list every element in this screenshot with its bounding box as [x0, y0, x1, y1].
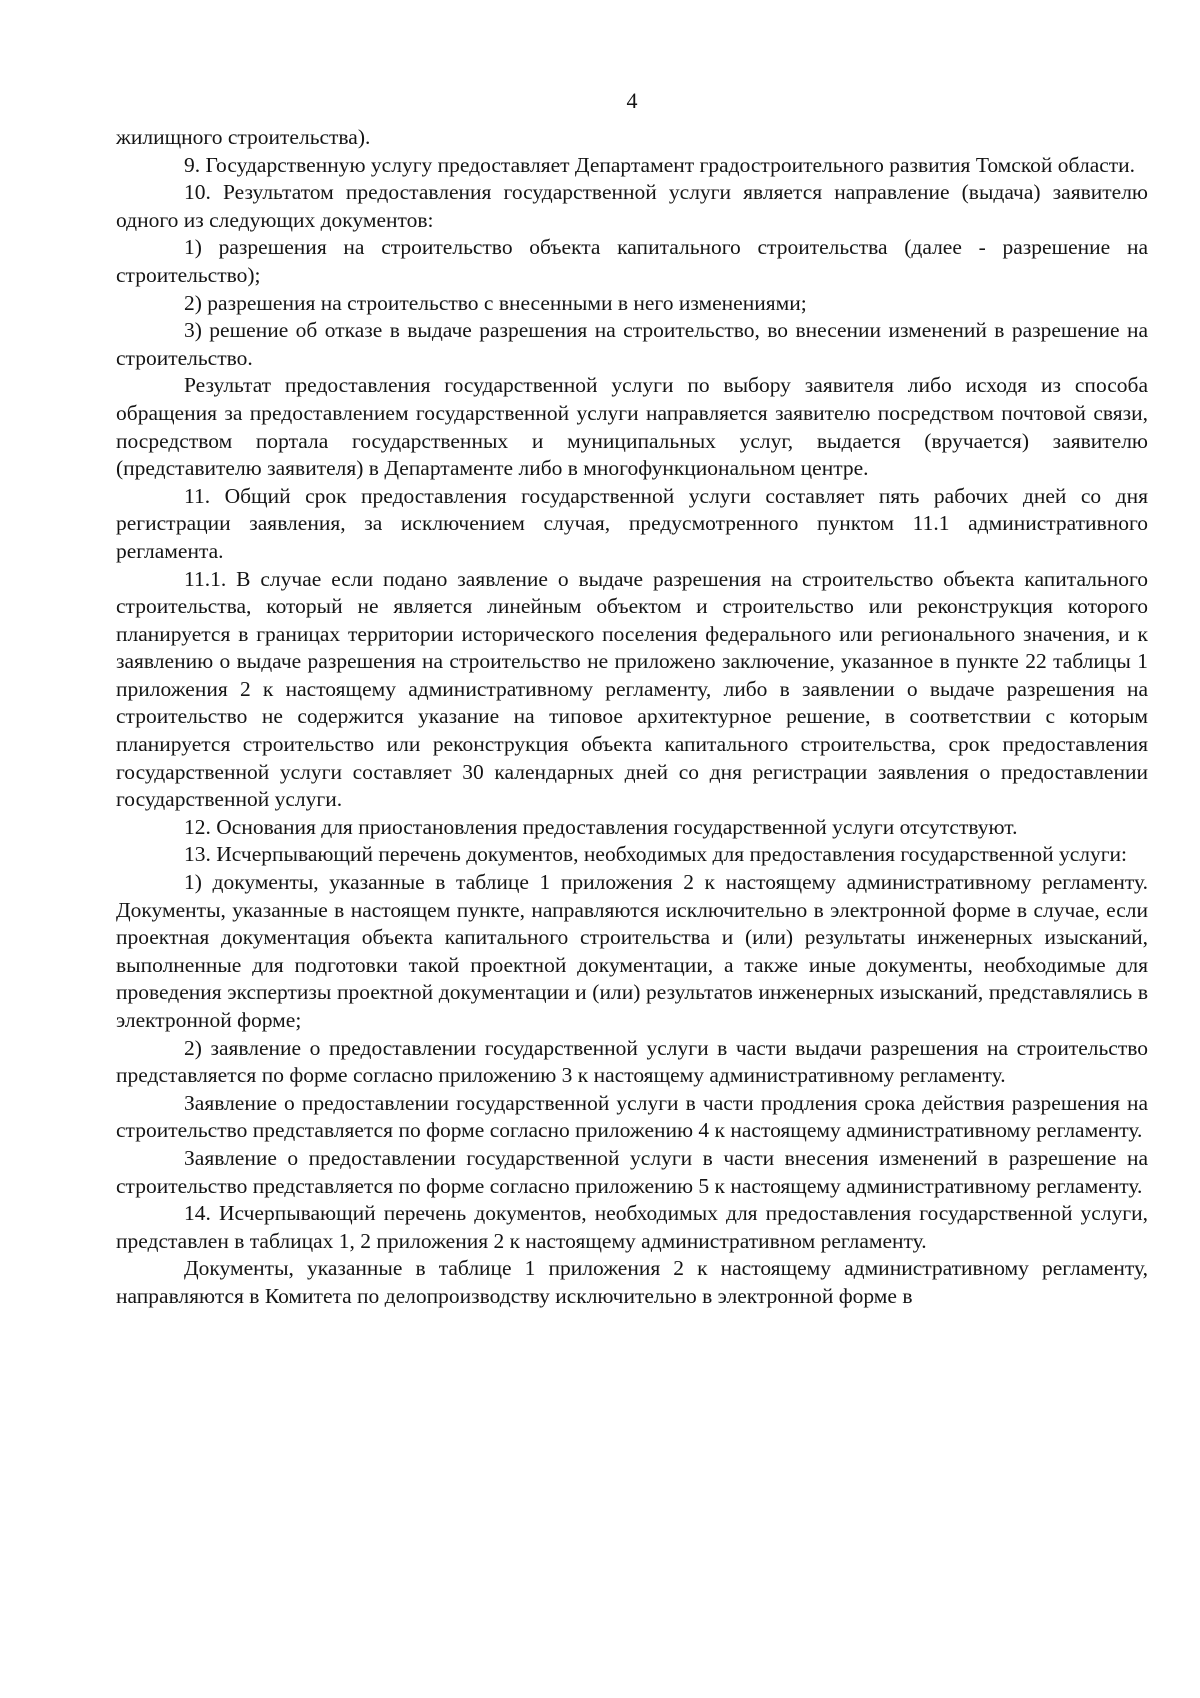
paragraph-item-11-1: 11.1. В случае если подано заявление о выдаче разрешения на строительство объекта капитального строительства, который не является линейным объектом и строительство или реконструкция которого планируется в границах территории исторического поселения федерального или регионального значения, и к заявлению о выдаче разрешения на строительство не приложено заключение, указанное в пункте 22 таблицы 1 приложения 2 к настоящему административному регламенту, либо в заявлении о выдаче разрешения на строительство не содержится указание на типовое архитектурное решение, в соответствии с которым планируется строительство или реконструкция объекта капитального строительства, срок предоставления государственной услуги составляет 30 календарных дней со дня регистрации заявления о предоставлении государственной услуги.: [116, 566, 1148, 812]
page-number: 4: [626, 88, 638, 113]
paragraph-item-14: 14. Исчерпывающий перечень документов, необходимых для предоставления государственной услуги, представлен в таблицах 1, 2 приложения 2 к настоящему административном регламенту.: [116, 1201, 1148, 1253]
paragraph-item-12: 12. Основания для приостановления предоставления государственной услуги отсутствуют.: [184, 814, 1018, 839]
paragraph-item-9: 9. Государственную услугу предоставляет Департамент градостроительного развития Томской области.: [184, 152, 1136, 177]
paragraph-electronic-documents: Документы, указанные в таблице 1 приложения 2 к настоящему административному регламенту, направляются в Комитета по делопроизводству исключительно в электронной форме в: [116, 1256, 1148, 1308]
paragraph-item-10-sub-2: 2) разрешения на строительство с внесенными в него изменениями;: [184, 290, 807, 315]
paragraph-item-10: 10. Результатом предоставления государственной услуги является направление (выдача) заявителю одного из следующих документов:: [116, 180, 1148, 232]
paragraph-extension-application: Заявление о предоставлении государственной услуги в части продления срока действия разрешения на строительство представляется по форме согласно приложению 4 к настоящему административному регламенту.: [116, 1090, 1148, 1143]
paragraph-item-13-sub-2: 2) заявление о предоставлении государственной услуги в части выдачи разрешения на строительство представляется по форме согласно приложению 3 к настоящему административному регламенту.: [116, 1035, 1148, 1088]
paragraph-item-13: 13. Исчерпывающий перечень документов, необходимых для предоставления государственной услуги:: [184, 842, 1128, 867]
paragraph-item-11: 11. Общий срок предоставления государственной услуги составляет пять рабочих дней со дня регистрации заявления, за исключением случая, предусмотренного пунктом 11.1 административного регламента.: [116, 483, 1148, 563]
paragraph-item-10-sub-1: 1) разрешения на строительство объекта капитального строительства (далее - разрешение на строительство);: [116, 235, 1148, 287]
paragraph-item-13-sub-1: 1) документы, указанные в таблице 1 приложения 2 к настоящему административному регламенту. Документы, указанные в настоящем пункте, направляются исключительно в электронной форме в случае, если проектная документация объекта капитального строительства и (или) результаты инженерных изысканий, выполненные для подготовки такой проектной документации, а также иные документы, необходимые для проведения экспертизы проектной документации и (или) результатов инженерных изысканий, представлялись в электронной форме;: [116, 870, 1148, 1032]
document-page: [116, 78, 1148, 1311]
paragraph-item-10-sub-3: 3) решение об отказе в выдаче разрешения на строительство, во внесении изменений в разрешение на строительство.: [116, 318, 1148, 370]
document-body: [116, 124, 1148, 1311]
paragraph-continuation: жилищного строительства).: [116, 125, 371, 149]
paragraph-result-delivery: Результат предоставления государственной услуги по выбору заявителя либо исходя из способа обращения за предоставлением государственной услуги направляется заявителю посредством почтовой связи, посредством портала государственных и муниципальных услуг, выдается (вручается) заявителю (представителю заявителя) в Департаменте либо в многофункциональном центре.: [116, 373, 1148, 481]
paragraph-amendment-application: Заявление о предоставлении государственной услуги в части внесения изменений в разрешение на строительство представляется по форме согласно приложению 5 к настоящему административному регламенту.: [116, 1145, 1148, 1198]
